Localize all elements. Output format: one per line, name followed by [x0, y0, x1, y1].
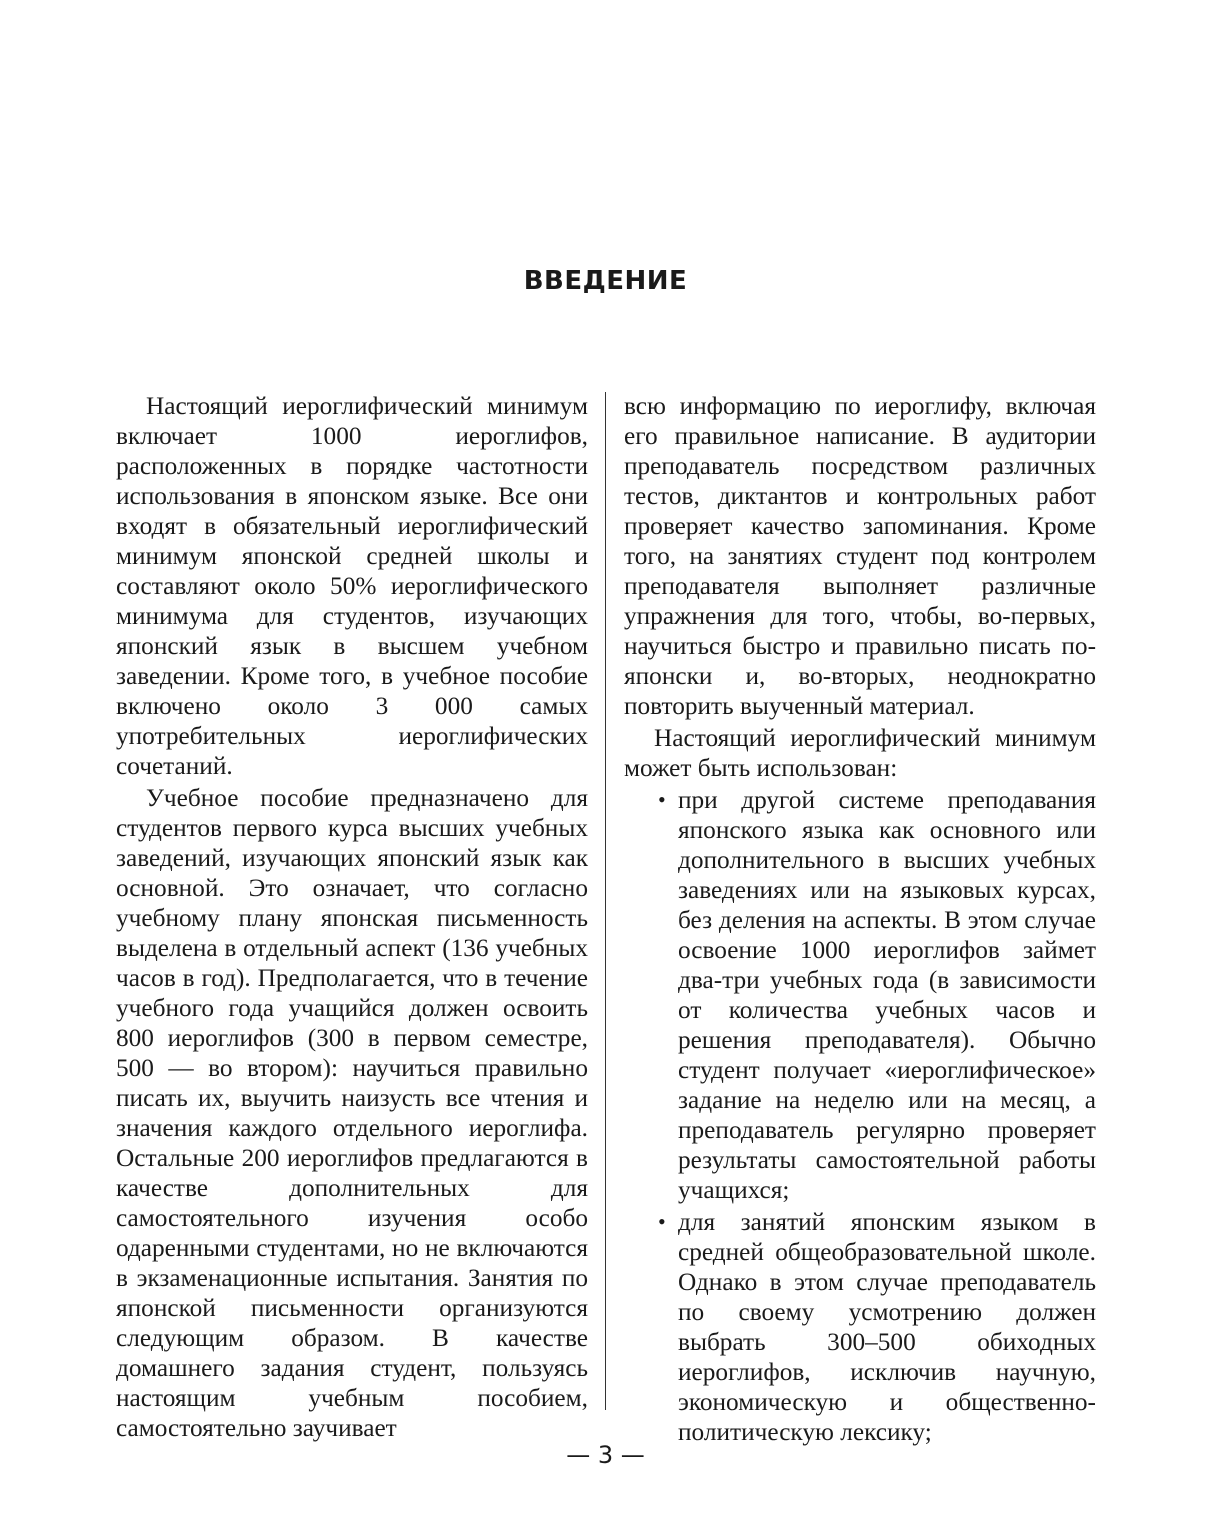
list-item-text: при другой системе преподавания японского языка как основного или дополнительного в высших учебных заведениях или на языковых курсах, без деления на аспекты. В этом случае освоение 1000 иероглифов займет два-три учебных года (в зависимости от количества учебных часов и решения преподавателя). Обычно студент получает «иероглифическое» задание на неделю или на месяц, а преподаватель регулярно проверяет результаты самостоятельной работы учащихся;: [678, 786, 1096, 1204]
paragraph-continuation: всю информацию по иероглифу, включая его правильное написание. В аудитории преподаватель посредством различных тестов, диктантов и контрольных работ проверяет качество запоминания. Кроме того, на занятиях студент под контролем преподавателя выполняет различные упражнения для того, чтобы, во-первых, научиться быстро и правильно писать по-японски и, во-вторых, неоднократно повторить выученный материал.: [624, 392, 1096, 720]
usage-list: [624, 785, 1096, 1447]
page-title: ВВЕДЕНИЕ: [523, 266, 688, 296]
list-item-text: для занятий японским языком в средней общеобразовательной школе. Однако в этом случае преподаватель по своему усмотрению должен выбрать 300–500 обиходных иероглифов, исключив научную, экономическую и общественно-политическую лексику;: [678, 1208, 1096, 1446]
bullet-icon: •: [658, 1209, 666, 1234]
bullet-icon: •: [658, 787, 666, 812]
right-column: [624, 391, 1096, 1449]
column-divider: [605, 392, 606, 1410]
paragraph-intro: Настоящий иероглифический минимум включает 1000 иероглифов, расположенных в порядке частотности использования в японском языке. Все они входят в обязательный иероглифический минимум японской средней школы и составляют около 50% иероглифического минимума для студентов, изучающих японский язык в высшем учебном заведении. Кроме того, в учебное пособие включено около 3 000 самых употребительных иероглифических сочетаний.: [116, 392, 588, 780]
left-column: [116, 391, 588, 1445]
page-number: — 3 —: [566, 1441, 645, 1469]
list-item: [624, 785, 1096, 1205]
paragraph-purpose: Учебное пособие предназначено для студентов первого курса высших учебных заведений, изучающих японский язык как основной. Это означает, что согласно учебному плану японская письменность выделена в отдельный аспект (136 учебных часов в год). Предполагается, что в течение учебного года учащийся должен освоить 800 иероглифов (300 в первом семестре, 500 — во втором): научиться правильно писать их, выучить наизусть все чтения и значения каждого отдельного иероглифа. Остальные 200 иероглифов предлагаются в качестве дополнительных для самостоятельного изучения особо одаренными студентами, но не включаются в экзаменационные испытания. Занятия по японской письменности организуются следующим образом. В качестве домашнего задания студент, пользуясь настоящим учебным пособием, самостоятельно заучивает: [116, 784, 588, 1442]
paragraph-usage-intro: Настоящий иероглифический минимум может быть использован:: [624, 724, 1096, 782]
list-item: [624, 1207, 1096, 1447]
